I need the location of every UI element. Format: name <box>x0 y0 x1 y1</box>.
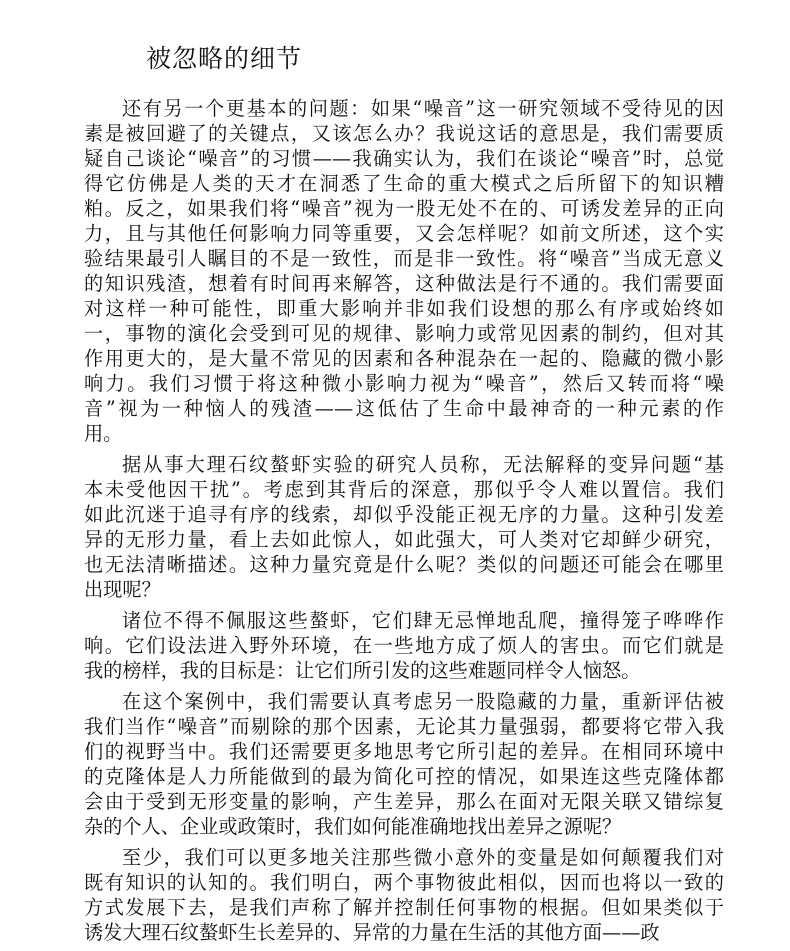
text-line: 对这样一种可能性，即重大影响并非如我们设想的那么有序或始终如 <box>84 297 724 320</box>
paragraph <box>84 608 724 683</box>
paragraph <box>84 845 724 945</box>
text-line: 诸位不得不佩服这些螯虾，它们肆无忌惮地乱爬，撞得笼子哗哗作 <box>122 609 724 632</box>
paragraph <box>84 96 724 446</box>
text-line: 异的无形力量，看上去如此惊人，如此强大，可人类对它却鲜少研究， <box>84 528 724 551</box>
document-body <box>84 96 724 951</box>
text-line: 疑自己谈论“噪音”的习惯——我确实认为，我们在谈论“噪音”时，总觉 <box>84 147 724 170</box>
text-line: 我的榜样，我的目标是：让它们所引发的这些难题同样令人恼怒。 <box>84 659 641 682</box>
text-line: 作用更大的，是大量不常见的因素和各种混杂在一起的、隐藏的微小影 <box>84 347 724 370</box>
page-title: 被忽略的细节 <box>146 44 303 73</box>
text-line: 一，事物的演化会受到可见的规律、影响力或常见因素的制约，但对其 <box>84 322 724 345</box>
paragraph <box>84 689 724 839</box>
text-line: 如此沉迷于追寻有序的线索，却似乎没能正视无序的力量。这种引发差 <box>84 503 724 526</box>
text-line: 的克隆体是人力所能做到的最为简化可控的情况，如果连这些克隆体都 <box>84 765 724 788</box>
text-line: 素是被回避了的关键点，又该怎么办？我说这话的意思是，我们需要质 <box>84 122 724 145</box>
paragraph <box>84 452 724 602</box>
text-line: 用。 <box>84 422 123 445</box>
text-line: 得它仿佛是人类的天才在洞悉了生命的重大模式之后所留下的知识糟 <box>84 172 724 195</box>
text-line: 粕。反之，如果我们将“噪音”视为一股无处不在的、可诱发差异的正向 <box>84 197 724 220</box>
text-line: 力，且与其他任何影响力同等重要，又会怎样呢？如前文所述，这个实 <box>84 222 724 245</box>
text-line: 响力。我们习惯于将这种微小影响力视为“噪音”，然后又转而将“噪 <box>84 372 724 395</box>
text-line: 出现呢？ <box>84 578 161 601</box>
text-line: 既有知识的认知的。我们明白，两个事物彼此相似，因而也将以一致的 <box>84 871 724 894</box>
text-line: 在这个案例中，我们需要认真考虑另一股隐藏的力量，重新评估被 <box>122 690 724 713</box>
text-line: 诱发大理石纹螯虾生长差异的、异常的力量在生活的其他方面——政 <box>84 921 660 944</box>
text-line: 响。它们设法进入野外环境，在一些地方成了烦人的害虫。而它们就是 <box>84 634 724 657</box>
text-line: 我们当作“噪音”而剔除的那个因素，无论其力量强弱，都要将它带入我 <box>84 715 724 738</box>
text-line: 也无法清晰描述。这种力量究竟是什么呢？类似的问题还可能会在哪里 <box>84 553 724 576</box>
text-line: 会由于受到无形变量的影响，产生差异，那么在面对无限关联又错综复 <box>84 790 724 813</box>
text-line: 的知识残渣，想着有时间再来解答，这种做法是行不通的。我们需要面 <box>84 272 724 295</box>
text-line: 至少，我们可以更多地关注那些微小意外的变量是如何颠覆我们对 <box>122 846 724 869</box>
text-line: 据从事大理石纹螯虾实验的研究人员称，无法解释的变异问题“基 <box>122 453 724 476</box>
text-line: 方式发展下去，是我们声称了解并控制任何事物的根据。但如果类似于 <box>84 896 724 919</box>
text-line: 们的视野当中。我们还需要更多地思考它所引起的差异。在相同环境中 <box>84 740 724 763</box>
text-line: 本未受他因干扰”。考虑到其背后的深意，那似乎令人难以置信。我们 <box>84 478 724 501</box>
text-line: 音”视为一种恼人的残渣——这低估了生命中最神奇的一种元素的作 <box>84 397 724 420</box>
text-line: 杂的个人、企业或政策时，我们如何能准确地找出差异之源呢？ <box>84 815 622 838</box>
text-line: 还有另一个更基本的问题：如果“噪音”这一研究领域不受待见的因 <box>122 97 724 120</box>
text-line: 验结果最引人瞩目的不是一致性，而是非一致性。将“噪音”当成无意义 <box>84 247 724 270</box>
